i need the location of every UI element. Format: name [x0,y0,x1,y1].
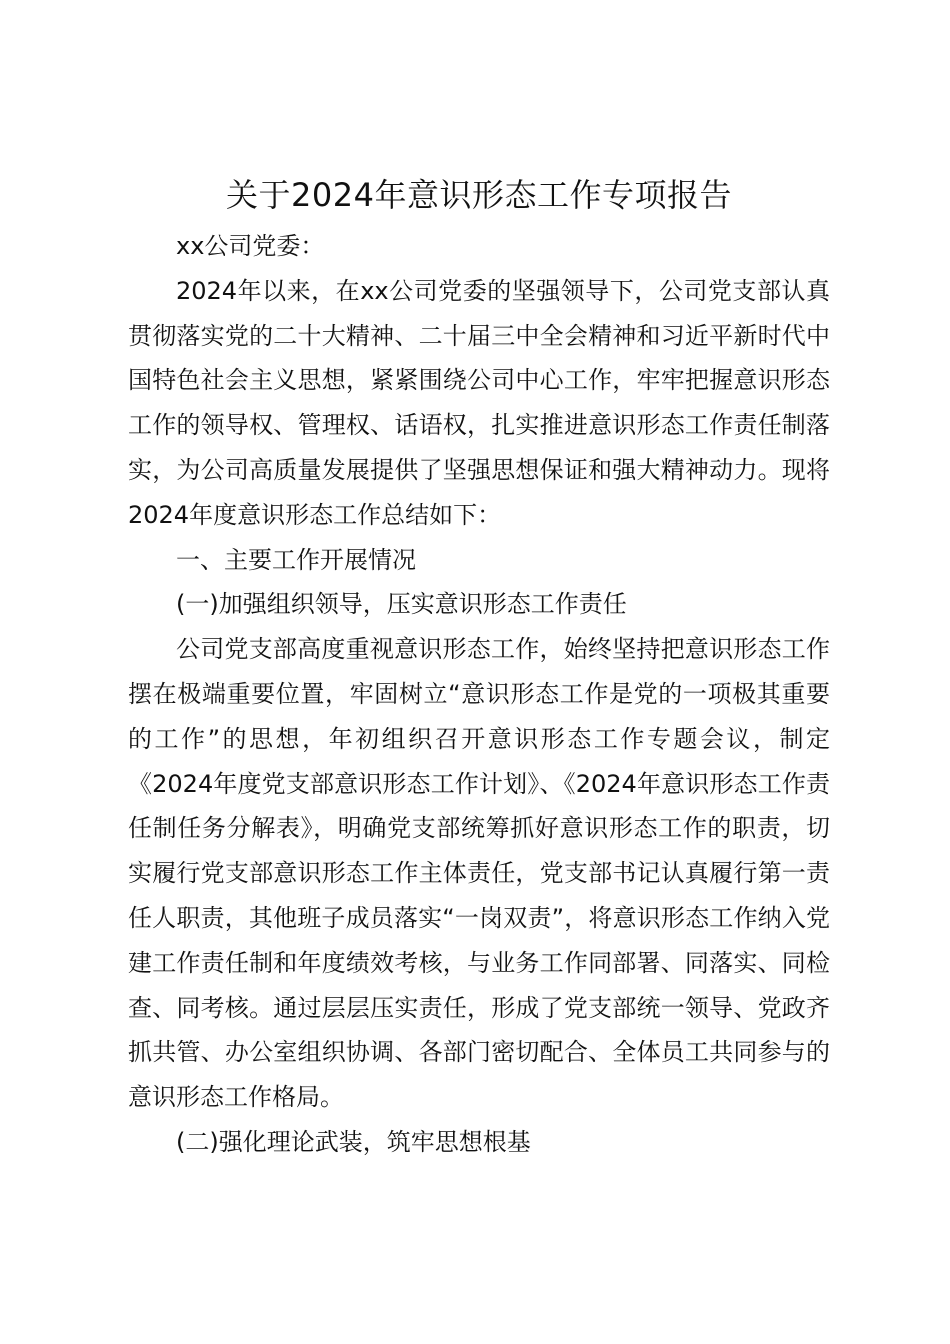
heading-section-1: 一、主要工作开展情况 [176,545,416,574]
paragraph-intro: 2024年以来，在xx公司党委的坚强领导下，公司党支部认真贯彻落实党的二十大精神、二十届三中全会精神和习近平新时代中国特色社会主义思想，紧紧围绕公司中心工作，牢牢把握意识形态工作的领导权、管理权、话语权，扎实推进意识形态工作责任制落实，为公司高质量发展提供了坚强思想保证和强大精神动力。现将2024年度意识形态工作总结如下： [128,276,830,529]
heading-subsection-1: (一)加强组织领导，压实意识形态工作责任 [176,590,627,619]
paragraph-subsection-1-body: 公司党支部高度重视意识形态工作，始终坚持把意识形态工作摆在极端重要位置，牢固树立“意识形态工作是党的一项极其重要的工作”的思想，年初组织召开意识形态工作专题会议，制定《2024年度党支部意识形态工作计划》、《2024年意识形态工作责任制任务分解表》，明确党支部统筹抓好意识形态工作的职责，切实履行党支部意识形态工作主体责任，党支部书记认真履行第一责任人职责，其他班子成员落实“一岗双责”，将意识形态工作纳入党建工作责任制和年度绩效考核，与业务工作同部署、同落实、同检查、同考核。通过层层压实责任，形成了党支部统一领导、党政齐抓共管、办公室组织协调、各部门密切配合、全体员工共同参与的意识形态工作格局。 [128,635,830,1112]
salutation: xx公司党委： [176,232,325,260]
heading-subsection-2: (二)强化理论武装，筑牢思想根基 [176,1127,531,1156]
document-title: 关于2024年意识形态工作专项报告 [226,176,732,214]
